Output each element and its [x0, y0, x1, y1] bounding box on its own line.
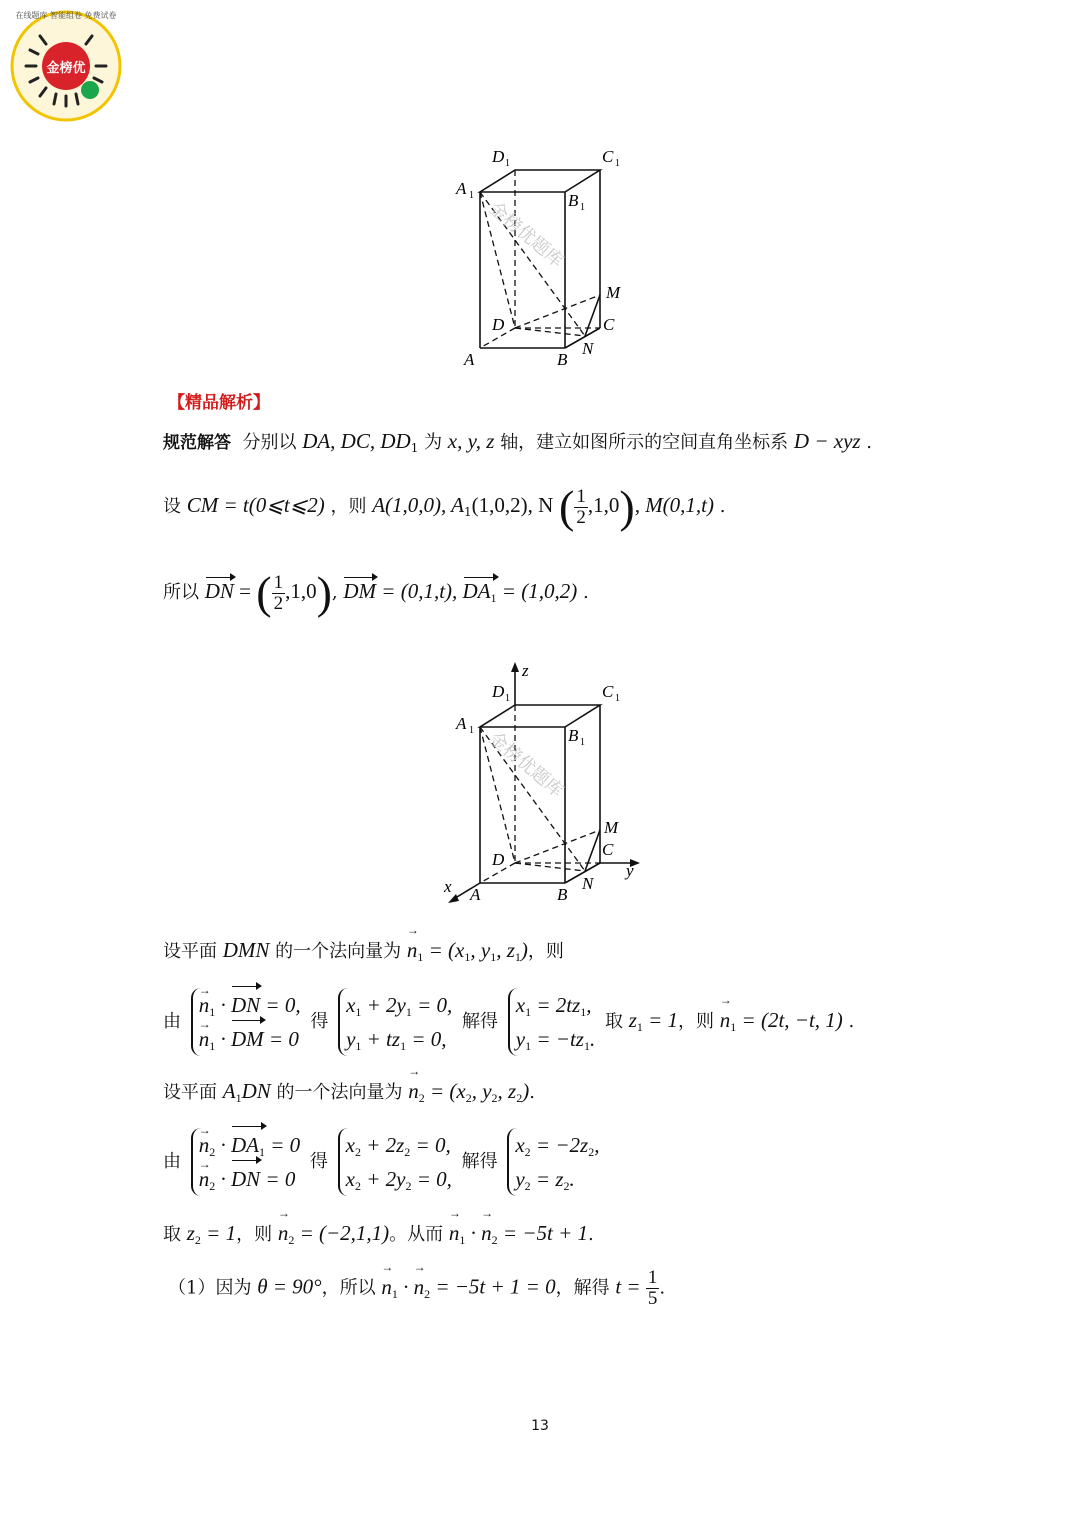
solution-line-1: 规范解答 分别以 DA, DC, $DD_1$ 为 x, y, z 轴，建立如图所示的空间直角坐标系 D − xyz . — [163, 429, 873, 455]
n-rest: ,1,0 — [587, 493, 620, 517]
prism-figure-2 — [430, 660, 660, 910]
theta: θ = 90° — [257, 1274, 322, 1299]
s4-b: 的一个法向量为 — [275, 941, 402, 962]
label2-D1-sub: 1 — [505, 693, 510, 704]
solution-line-7: 取 $z_2 = 1$，则 $n \to_2 = (-2,1,1)$。从而 $n \to_1 \cdot n \to_2 = -5t + 1$. — [163, 1220, 594, 1248]
s2-a: 设 — [163, 496, 181, 517]
axes-list: DA, DC, DD — [302, 429, 411, 453]
s2-b: ，则 — [330, 496, 367, 517]
a1-point: (1,0,2), N — [471, 493, 554, 517]
fifth-frac: $\frac{1}{5}$ — [647, 1267, 658, 1309]
label-D: D — [492, 315, 505, 334]
brand-logo — [10, 10, 122, 122]
points: A(1,0,0), A — [372, 493, 464, 517]
label2-B1: B — [568, 726, 579, 745]
label2-M: M — [604, 818, 619, 837]
s8-b: ，所以 — [321, 1277, 376, 1299]
label-B1-sub: 1 — [580, 202, 585, 213]
s7-c: 。从而 — [389, 1224, 444, 1245]
s1-a: 分别以 — [242, 432, 297, 453]
s3-a: 所以 — [163, 582, 199, 603]
axis-x: x — [444, 877, 452, 896]
solution-line-3: 所以 DN = ( $\frac{1}{2}$ ,1,0), DM = (0,1,t), $DA_1 = (1,0,2)$ . — [163, 567, 589, 618]
label2-C1: C — [602, 682, 614, 701]
you-1: 由 — [163, 1011, 181, 1032]
label-M: M — [606, 283, 621, 302]
equation-system-1: 由 $n \to_1$ · DN = 0, $n \to_1$ · DM = 0 得 $x_1 + 2y_1 = 0$, $y_1 + tz_1 = 0$, 解得 $x_1 = 2tz_1$, $y_1 = -tz_1$. 取 $z_1 = 1$，则 $n \to_1 = (2t$, −t, 1) . — [163, 988, 854, 1056]
label-A1-sub: 1 — [469, 190, 474, 201]
solution-line-8: （1）因为 θ = 90°，所以 $n \to_1 \cdot n \to_2 = -5t + 1 = 0$，解得 t = $\frac{1}{5}$ . — [168, 1268, 665, 1309]
label2-C: C — [602, 840, 614, 859]
s1-b: 为 — [424, 432, 443, 453]
jiede-1: 解得 — [462, 1011, 499, 1032]
jiede-2: 解得 — [461, 1151, 498, 1172]
s7-b: ，则 — [236, 1224, 273, 1245]
s8-a: （1）因为 — [168, 1277, 252, 1299]
label-D1-sub: 1 — [505, 158, 510, 169]
vec-DN: DN — [204, 579, 234, 603]
solution-line-4: 设平面 DMN 的一个法向量为 $n \to_1 = (x_1$, $y_1$, $z_1$)，则 — [163, 937, 564, 965]
s1-c: 轴，建立如图所示的空间直角坐标系 — [500, 432, 789, 453]
logo-ring-text: 在线题库 智能组卷 免费试卷 — [15, 11, 117, 20]
watermark-1: 金榜优题库 — [485, 197, 568, 272]
da1-value: = (1,0,2) — [496, 579, 578, 603]
solution-line-6: 设平面 $A_1DN$ 的一个法向量为 $n \to_2 = (x_2$, $y_2$, $z_2$). — [163, 1078, 535, 1106]
half-frac-2: $\frac{1}{2}$ — [273, 571, 284, 614]
dot-value: −5t + 1 — [522, 1221, 589, 1245]
cm-eq: CM = t(0⩽t⩽2) — [186, 493, 325, 517]
s6-a: 设平面 — [163, 1082, 217, 1103]
label-C: C — [603, 315, 615, 334]
de-1: 得 — [310, 1011, 329, 1032]
solution-line-2: 设 CM = t(0⩽t⩽2) ，则 A(1,0,0), $A_1(1,0,2)$, N ( $\frac{1}{2}$ ,1,0), M(0,1,t) . — [163, 481, 726, 532]
dn-rest: ,1,0 — [285, 579, 317, 603]
label-B: B — [557, 350, 568, 369]
prism-figure-1 — [430, 140, 660, 375]
label-C1: C — [602, 147, 614, 166]
solution-label: 规范解答 — [163, 433, 231, 453]
s6-b: 的一个法向量为 — [276, 1082, 403, 1103]
label-D1: D — [492, 147, 505, 166]
half-frac-1: $\frac{1}{2}$ — [576, 485, 586, 528]
section-title: 【精品解析】 — [168, 393, 270, 413]
plane-a1dn: DN — [241, 1079, 271, 1103]
label2-B1-sub: 1 — [580, 737, 585, 748]
s4-a: 设平面 — [163, 941, 217, 962]
s8-c: ，解得 — [555, 1277, 610, 1299]
label-B1: B — [568, 191, 579, 210]
label2-D1: D — [492, 682, 505, 701]
label2-A1-sub: 1 — [469, 725, 474, 736]
axis-y: y — [626, 861, 634, 880]
label2-D: D — [492, 850, 505, 869]
label-C1-sub: 1 — [615, 158, 620, 169]
m-point: , M(0,1,t) — [634, 493, 715, 517]
axis-z: z — [522, 661, 529, 680]
vec-DM: DM — [343, 579, 377, 603]
page-number: 13 — [531, 1418, 549, 1434]
watermark-2: 金榜优题库 — [485, 727, 568, 802]
coord-system: D − xyz — [793, 429, 861, 453]
dot-eq: = −5t + 1 = 0 — [435, 1274, 556, 1299]
n2-value: (−2,1,1) — [319, 1221, 390, 1245]
de-2: 得 — [309, 1151, 328, 1172]
xyz: x, y, z — [447, 429, 495, 453]
label2-B: B — [557, 885, 568, 904]
equation-system-2: 由 $n \to_2 \cdot DA_1 = 0$ $n \to_2$ · DN = 0 得 $x_2 + 2z_2 = 0$, $x_2 + 2y_2 = 0$, 解得 $x_2 = -2z_2$, $y_2 = z_2$. — [163, 1128, 603, 1196]
plane-dmn: DMN — [222, 938, 270, 962]
label2-A1: A — [456, 714, 467, 733]
label-A: A — [464, 350, 475, 369]
n1-value: (2t, −t, 1) — [760, 1008, 843, 1032]
s5-a: 取 — [604, 1011, 623, 1032]
label2-C1-sub: 1 — [615, 693, 620, 704]
label2-N: N — [582, 874, 594, 893]
logo-center-text: 金榜优 — [46, 61, 86, 76]
label-A1: A — [456, 179, 467, 198]
s4-c: ，则 — [527, 941, 564, 962]
s5-b: ，则 — [678, 1011, 715, 1032]
vec-DA1: $DA_1$ — [462, 579, 497, 605]
dm-value: = (0,1,t), — [376, 579, 463, 603]
you-2: 由 — [163, 1151, 181, 1172]
s7-a: 取 — [163, 1224, 181, 1245]
label2-A: A — [470, 885, 481, 904]
label-N: N — [582, 339, 594, 358]
